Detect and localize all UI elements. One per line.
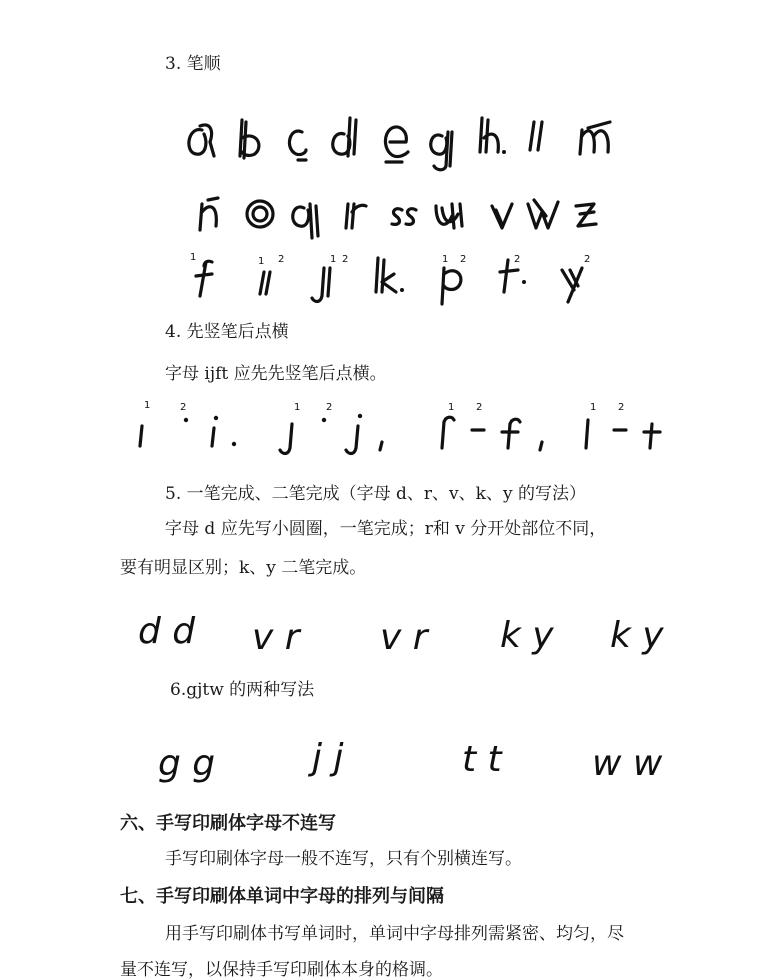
stroke-order-k <box>376 258 404 292</box>
stroke-order-b <box>240 120 259 158</box>
stroke-order-q <box>293 204 318 238</box>
sample-ky-1: k y <box>500 615 554 656</box>
vertical-first-examples <box>128 400 688 460</box>
stroke-order-t <box>500 254 526 292</box>
svg-text:1: 1 <box>590 402 597 413</box>
item5-body-line1: 字母 d 应先写小圆圈，一笔完成；r和 v 分开处部位不同， <box>165 519 607 539</box>
sample-gg: g g <box>158 743 216 784</box>
example-j-stroke1 <box>280 402 300 454</box>
example-f-stroke2 <box>472 402 484 430</box>
sample-dd: d d <box>138 611 196 652</box>
sample-jj: j j <box>312 737 344 778</box>
stroke-order-row-1 <box>180 112 620 168</box>
svg-text:2: 2 <box>476 402 483 413</box>
example-i-stroke1 <box>140 400 150 446</box>
svg-text:1: 1 <box>448 402 455 413</box>
svg-text:2: 2 <box>584 254 591 265</box>
stroke-order-d <box>333 118 356 156</box>
stroke-order-n <box>200 198 218 230</box>
example-t-stroke2 <box>614 402 626 430</box>
item5-heading: 5. 一笔完成、二笔完成（字母 d、r、v、k、y 的写法） <box>165 484 586 504</box>
svg-text:1: 1 <box>294 402 301 413</box>
stroke-order-row-3 <box>188 252 608 306</box>
stroke-order-l <box>530 122 542 150</box>
svg-text:2: 2 <box>326 402 333 413</box>
stroke-order-a <box>189 125 214 156</box>
svg-text:2: 2 <box>180 402 187 413</box>
svg-text:2: 2 <box>514 254 521 265</box>
svg-text:1: 1 <box>144 400 151 411</box>
example-t-complete <box>644 424 660 448</box>
item3-heading: 3. 笔顺 <box>165 54 221 74</box>
stroke-order-y <box>562 254 590 302</box>
stroke-order-h <box>480 118 506 154</box>
example-i-stroke2 <box>180 402 188 422</box>
stroke-order-u <box>436 204 462 228</box>
svg-text:2: 2 <box>618 402 625 413</box>
svg-text:1: 1 <box>258 256 265 267</box>
svg-text:2: 2 <box>460 254 467 265</box>
example-j-stroke2 <box>322 402 333 422</box>
svg-text:1: 1 <box>190 252 197 263</box>
stroke-order-v <box>492 204 512 228</box>
stroke-order-s <box>392 209 416 225</box>
item6-heading: 6.gjtw 的两种写法 <box>170 680 315 700</box>
stroke-order-f <box>190 252 212 296</box>
stroke-order-p <box>442 254 466 304</box>
stroke-order-o <box>247 201 273 227</box>
example-f-complete <box>502 419 542 450</box>
section7-body-line1: 用手写印刷体书写单词时，单词中字母排列需紧密、均匀，尽 <box>165 924 624 944</box>
svg-text:2: 2 <box>278 254 285 265</box>
svg-text:1: 1 <box>442 254 449 265</box>
section7-heading: 七、手写印刷体单词中字母的排列与间隔 <box>120 886 444 907</box>
sample-vr-1: v r <box>252 617 300 658</box>
stroke-order-w <box>528 200 558 228</box>
example-i-complete <box>212 416 236 446</box>
example-f-stroke1 <box>442 402 454 448</box>
example-j-complete <box>346 414 382 454</box>
item4-heading: 4. 先竖笔后点横 <box>165 322 289 342</box>
example-t-stroke1 <box>586 402 596 448</box>
stroke-order-j <box>312 254 348 302</box>
stroke-order-m <box>580 122 610 154</box>
stroke-order-i <box>258 254 284 294</box>
sample-tt: t t <box>462 739 502 780</box>
section7-body-line2: 量不连写，以保持手写印刷体本身的格调。 <box>120 960 443 980</box>
sample-vr-2: v r <box>380 617 428 658</box>
stroke-order-g <box>431 132 452 170</box>
item5-body-line2: 要有明显区别；k、y 二笔完成。 <box>120 558 367 578</box>
stroke-order-c <box>289 131 306 160</box>
stroke-order-r <box>346 204 366 228</box>
svg-text:1: 1 <box>330 254 337 265</box>
sample-ky-2: k y <box>610 615 664 656</box>
sample-ww: w w <box>592 743 663 784</box>
stroke-order-row-2 <box>190 190 610 242</box>
svg-text:2: 2 <box>342 254 349 265</box>
stroke-order-z <box>576 204 596 226</box>
item4-body: 字母 ijft 应先先竖笔后点横。 <box>165 364 387 384</box>
section6-body: 手写印刷体字母一般不连写，只有个别横连写。 <box>165 849 522 869</box>
stroke-order-e <box>385 127 408 162</box>
section6-heading: 六、手写印刷体字母不连写 <box>120 813 336 834</box>
